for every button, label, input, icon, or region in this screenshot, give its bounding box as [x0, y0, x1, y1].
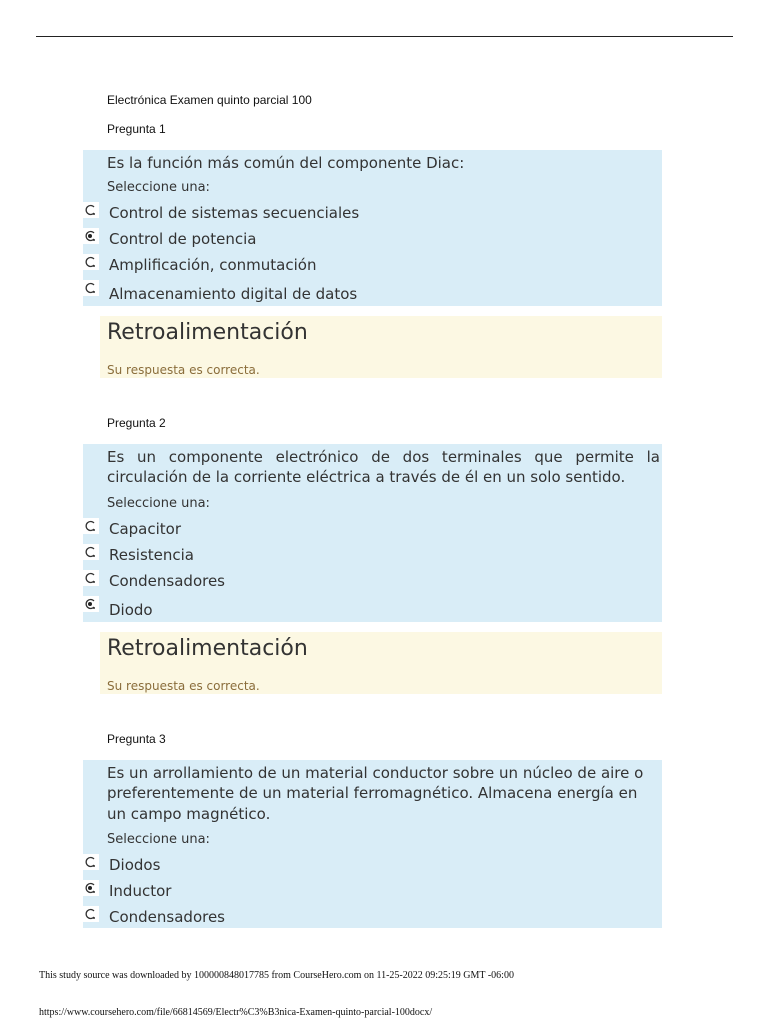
option-label: Almacenamiento digital de datos — [109, 285, 358, 303]
radio-unchecked-icon[interactable] — [83, 570, 99, 586]
feedback-box-2 — [100, 632, 662, 694]
question-2-option-2[interactable] — [83, 544, 383, 566]
question-3-box — [83, 760, 662, 928]
question-1-label: Pregunta 1 — [107, 122, 166, 136]
question-2-box — [83, 444, 662, 622]
question-1-box — [83, 150, 662, 306]
question-2-text-line-2: circulación de la corriente eléctrica a través de él en un solo sentido. — [107, 468, 626, 486]
radio-checked-icon[interactable] — [83, 228, 99, 244]
top-divider — [36, 36, 733, 37]
option-label: Resistencia — [109, 546, 194, 564]
question-2-option-3[interactable] — [83, 570, 383, 592]
question-1-option-4[interactable] — [83, 280, 383, 302]
option-label: Inductor — [109, 882, 172, 900]
option-label: Diodos — [109, 856, 161, 874]
radio-unchecked-icon[interactable] — [83, 906, 99, 922]
question-1-option-3[interactable] — [83, 254, 383, 276]
radio-unchecked-icon[interactable] — [83, 254, 99, 270]
option-label: Condensadores — [109, 572, 226, 590]
radio-checked-icon[interactable] — [83, 880, 99, 896]
feedback-text: Su respuesta es correcta. — [107, 363, 260, 377]
option-label: Amplificación, conmutación — [109, 256, 317, 274]
question-1-option-2[interactable] — [83, 228, 383, 250]
option-label: Capacitor — [109, 520, 182, 538]
radio-unchecked-icon[interactable] — [83, 544, 99, 560]
option-label: Control de sistemas secuenciales — [109, 204, 360, 222]
radio-unchecked-icon[interactable] — [83, 854, 99, 870]
feedback-title: Retroalimentación — [107, 320, 308, 345]
option-label: Condensadores — [109, 908, 226, 926]
feedback-box-1 — [100, 316, 662, 378]
feedback-title: Retroalimentación — [107, 636, 308, 661]
select-label: Seleccione una: — [107, 496, 210, 511]
question-2-option-1[interactable] — [83, 518, 383, 540]
question-3-text-line-2: preferentemente de un material ferromagnético. Almacena energía en — [107, 784, 638, 802]
document-title: Electrónica Examen quinto parcial 100 — [107, 93, 312, 107]
feedback-text: Su respuesta es correcta. — [107, 679, 260, 693]
radio-checked-icon[interactable] — [83, 596, 99, 612]
download-notice: This study source was downloaded by 100000848017785 from CourseHero.com on 11-25-2022 09:25:19 GMT -06:00 — [39, 970, 514, 981]
question-2-option-4[interactable] — [83, 596, 383, 618]
question-2-text-line-1: Es un componente electrónico de dos terminales que permite la — [107, 448, 660, 466]
question-1-text: Es la función más común del componente Diac: — [107, 154, 465, 172]
radio-unchecked-icon[interactable] — [83, 280, 99, 296]
radio-unchecked-icon[interactable] — [83, 518, 99, 534]
select-label: Seleccione una: — [107, 180, 210, 195]
option-label: Diodo — [109, 601, 153, 619]
question-2-label: Pregunta 2 — [107, 416, 166, 430]
question-3-option-1[interactable] — [83, 854, 383, 876]
question-3-text-line-1: Es un arrollamiento de un material conductor sobre un núcleo de aire o — [107, 764, 644, 782]
question-3-label: Pregunta 3 — [107, 732, 166, 746]
question-3-text-line-3: un campo magnético. — [107, 805, 271, 823]
select-label: Seleccione una: — [107, 832, 210, 847]
question-3-option-2[interactable] — [83, 880, 383, 902]
question-3-option-3[interactable] — [83, 906, 383, 928]
source-url: https://www.coursehero.com/file/66814569/Electr%C3%B3nica-Examen-quinto-parcial-100docx/ — [39, 1007, 433, 1018]
radio-unchecked-icon[interactable] — [83, 202, 99, 218]
option-label: Control de potencia — [109, 230, 257, 248]
question-1-option-1[interactable] — [83, 202, 383, 224]
